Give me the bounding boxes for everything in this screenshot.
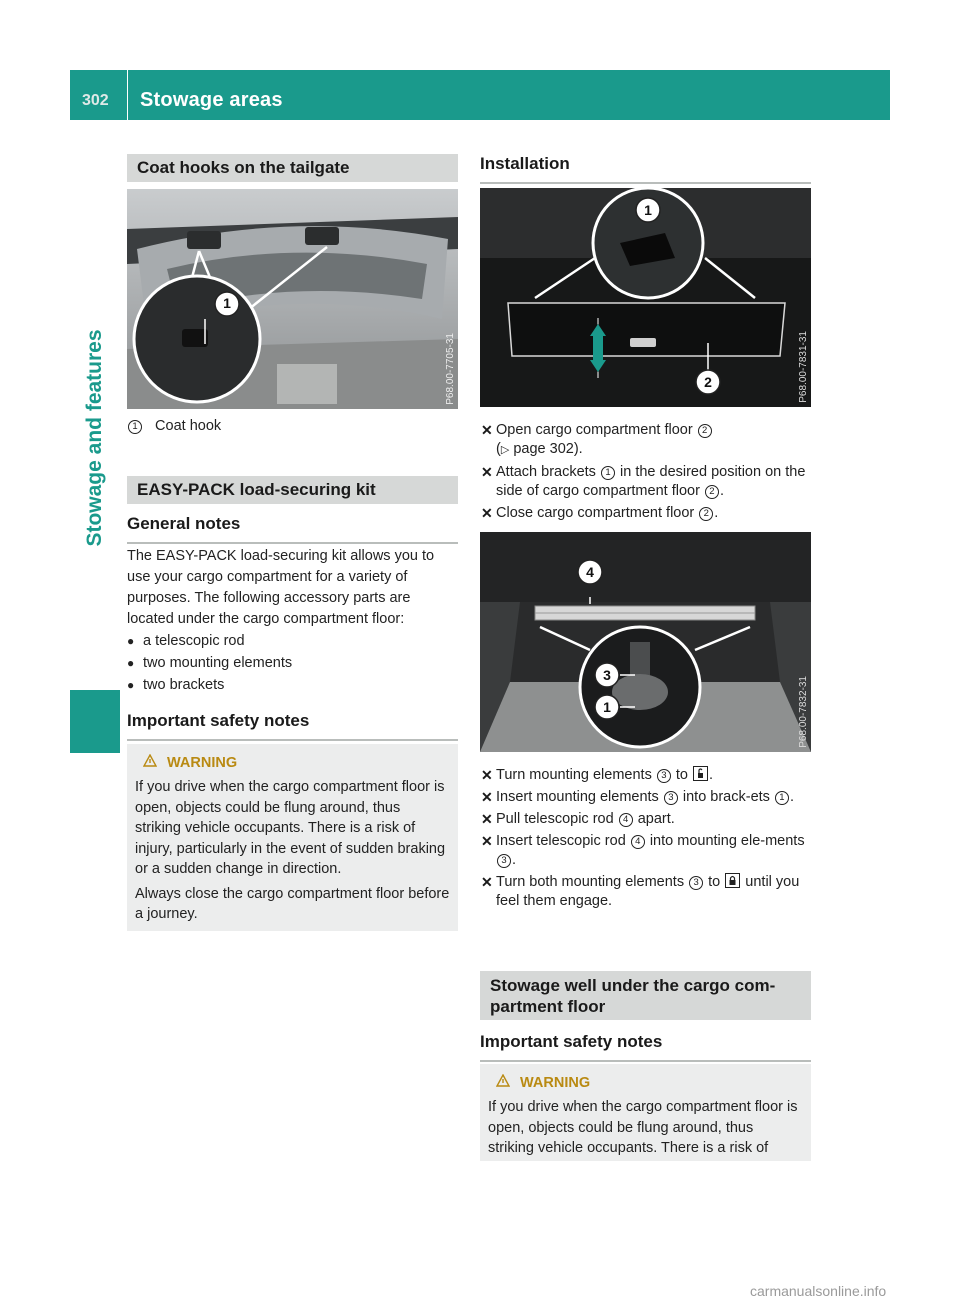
easy-pack-title: EASY-PACK load-securing kit <box>137 480 376 499</box>
general-notes-heading <box>127 514 458 544</box>
figure1-callout: 1 <box>223 295 231 311</box>
figure-telescopic-rod <box>480 532 811 752</box>
unlocked-symbol-icon <box>693 766 708 781</box>
warning-box-2 <box>480 1064 811 1161</box>
page-title: Stowage areas <box>140 89 283 111</box>
warning-label-2: WARNING <box>520 1075 591 1091</box>
step-arrow-icon: ✕ <box>481 505 493 521</box>
warning-triangle-icon <box>496 1074 510 1091</box>
page-reference-link[interactable]: page 302). <box>513 441 583 457</box>
step-arrow-icon: ✕ <box>481 874 493 890</box>
step-insert-elements: ✕ Insert mounting elements 3 into brack-ets 1 . <box>481 789 794 805</box>
page-number: 302 <box>82 92 109 109</box>
figure3-callout-4: 4 <box>586 564 594 580</box>
warning-heading-2 <box>488 1074 803 1091</box>
step-attach-brackets: ✕ Attach brackets 1 in the desired position on the side of cargo compartment floor 2 . <box>481 464 806 499</box>
telescopic-rod-photo-icon <box>480 532 811 752</box>
list-item: ● two brackets <box>127 677 225 693</box>
footer-watermark-link[interactable]: carmanualsonline.info <box>750 1283 887 1299</box>
step-pull-rod: ✕ Pull telescopic rod 4 apart. <box>481 811 675 827</box>
side-tab-marker <box>70 690 120 753</box>
safety-notes-heading <box>127 711 458 741</box>
tailgate-photo-icon <box>127 189 458 409</box>
general-notes-paragraph: The EASY-PACK load-securing kit allows you to use your cargo compartment for a variety of purposes. The following accessory parts are located under the cargo compartment floor: <box>127 548 435 627</box>
side-tab-label: Stowage and features <box>83 329 106 547</box>
page-header <box>70 70 890 120</box>
installation-steps-a <box>480 421 811 523</box>
figure1-code: P68.00-7705-31 <box>445 333 456 405</box>
step-close-floor: ✕ Close cargo compartment floor 2 . <box>481 505 719 521</box>
safety-notes-title-2: Important safety notes <box>480 1032 663 1051</box>
figure2-callout-1: 1 <box>644 202 652 218</box>
list-item: ● a telescopic rod <box>127 633 245 649</box>
step-arrow-icon: ✕ <box>481 767 493 783</box>
section-title-easy-pack <box>127 476 458 504</box>
warning-text-2: Always close the cargo compartment floor before a journey. <box>135 885 450 922</box>
section-title-stowage-well <box>480 971 811 1020</box>
figure2-code: P68.00-7831-31 <box>798 331 809 403</box>
warning-box <box>127 744 458 931</box>
warning-text-3: If you drive when the cargo compartment floor is open, objects could be flung around, thus striking vehicle occupants. There is a risk of <box>488 1099 798 1156</box>
header-separator <box>127 70 128 120</box>
warning-triangle-icon <box>143 754 157 771</box>
legend-number: 1 <box>128 420 142 434</box>
step-turn-both: ✕ Turn both mounting elements 3 to until you feel them engage. <box>481 874 800 909</box>
locked-symbol-icon <box>725 873 740 888</box>
step-arrow-icon: ✕ <box>481 422 493 438</box>
installation-heading <box>480 154 811 184</box>
safety-notes-heading-2 <box>480 1032 811 1062</box>
stowage-well-title: Stowage well under the cargo com-partment floor <box>490 976 776 1016</box>
section-title-coat-hooks <box>127 154 458 182</box>
installation-title: Installation <box>480 154 570 173</box>
figure-cargo-floor-brackets <box>480 188 811 407</box>
step-insert-rod: ✕ Insert telescopic rod 4 into mounting ele-ments 3 . <box>481 833 805 868</box>
figure-tailgate-coat-hooks <box>127 189 458 409</box>
side-tab <box>70 122 120 754</box>
warning-heading <box>135 754 450 771</box>
figure1-legend <box>127 418 458 434</box>
figure3-callout-1: 1 <box>603 699 611 715</box>
step-turn-elements: ✕ Turn mounting elements 3 to . <box>481 767 714 783</box>
coat-hooks-title: Coat hooks on the tailgate <box>137 158 350 177</box>
general-notes-title: General notes <box>127 514 241 533</box>
installation-steps-b <box>480 766 811 911</box>
figure3-callout-3: 3 <box>603 667 611 683</box>
step-open-floor: ✕ Open cargo compartment floor 2 (▷ page 302). <box>480 421 811 460</box>
list-item: ● two mounting elements <box>127 655 293 671</box>
step-arrow-icon: ✕ <box>481 789 493 805</box>
warning-text: If you drive when the cargo compartment floor is open, objects could be flung around, thus striking vehicle occupants. There is a risk of injury, particularly in the event of sudden braking or a sudden change in direction. <box>135 779 446 877</box>
legend-text: Coat hook <box>155 418 222 434</box>
step-arrow-icon: ✕ <box>481 811 493 827</box>
step-arrow-icon: ✕ <box>481 464 493 480</box>
safety-notes-title: Important safety notes <box>127 711 310 730</box>
figure3-code: P68.00-7832-31 <box>798 676 809 748</box>
cargo-floor-photo-icon <box>480 188 811 407</box>
step-arrow-icon: ✕ <box>481 833 493 849</box>
warning-label: WARNING <box>167 755 238 771</box>
figure2-callout-2: 2 <box>704 374 712 390</box>
page-ref-arrow-icon: ▷ <box>500 444 510 456</box>
general-notes-text <box>127 546 458 696</box>
